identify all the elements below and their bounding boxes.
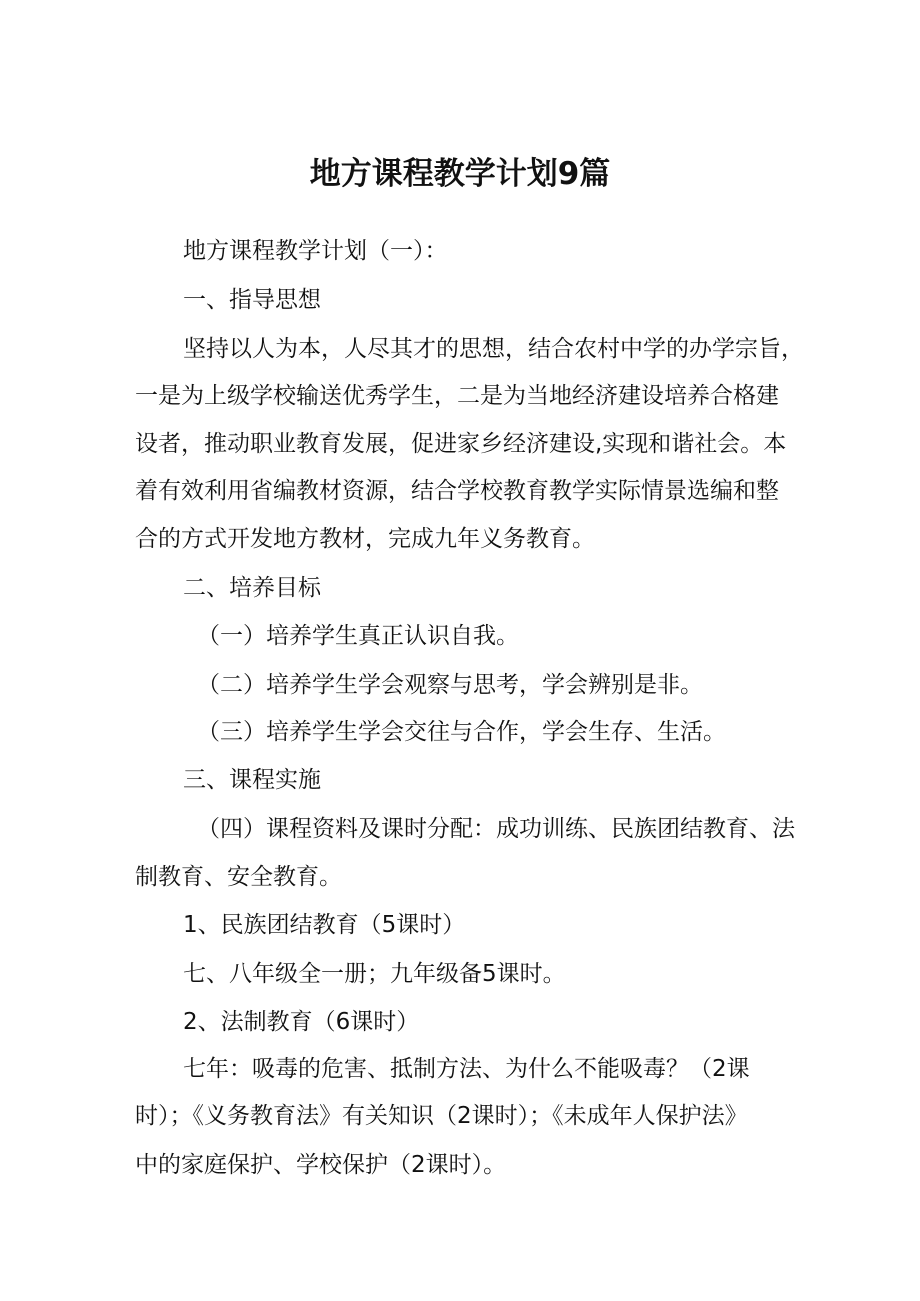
paragraph-line: 七、八年级全一册；九年级备5课时。 bbox=[183, 961, 566, 987]
goal-item: （一）培养学生真正认识自我。 bbox=[197, 623, 519, 649]
subtitle-plan-one: 地方课程教学计划（一）： bbox=[183, 238, 448, 264]
paragraph-line: 制教育、安全教育。 bbox=[135, 864, 342, 890]
paragraph-line: 合的方式开发地方教材，完成九年义务教育。 bbox=[135, 526, 595, 552]
paragraph-line: （四）课程资料及课时分配：成功训练、民族团结教育、法 bbox=[197, 816, 795, 842]
paragraph-line: 坚持以人为本，人尽其才的思想，结合农村中学的办学宗旨， bbox=[183, 336, 804, 362]
heading-training-goals: 二、培养目标 bbox=[183, 575, 321, 601]
paragraph-line: 时）；《义务教育法》有关知识（2课时）；《未成年人保护法》 bbox=[135, 1103, 748, 1129]
paragraph-line: 设者，推动职业教育发展，促进家乡经济建设,实现和谐社会。本 bbox=[135, 431, 787, 457]
goal-item: （二）培养学生学会观察与思考，学会辨别是非。 bbox=[197, 672, 703, 698]
paragraph-line: 一是为上级学校输送优秀学生，二是为当地经济建设培养合格建 bbox=[135, 383, 779, 409]
heading-guiding-ideology: 一、指导思想 bbox=[183, 287, 321, 313]
goal-item: （三）培养学生学会交往与合作，学会生存、生活。 bbox=[197, 719, 726, 745]
paragraph-line: 中的家庭保护、学校保护（2课时）。 bbox=[135, 1152, 507, 1178]
paragraph-line: 七年：吸毒的危害、抵制方法、为什么不能吸毒？（2课 bbox=[183, 1056, 750, 1082]
subheading-ethnic-unity: 1、民族团结教育（5课时） bbox=[183, 912, 466, 938]
heading-course-implementation: 三、课程实施 bbox=[183, 767, 321, 793]
document-title: 地方课程教学计划9篇 bbox=[309, 156, 611, 192]
paragraph-line: 着有效利用省编教材资源，结合学校教育教学实际情景选编和整 bbox=[135, 478, 779, 504]
subheading-legal-education: 2、法制教育（6课时） bbox=[183, 1009, 420, 1035]
